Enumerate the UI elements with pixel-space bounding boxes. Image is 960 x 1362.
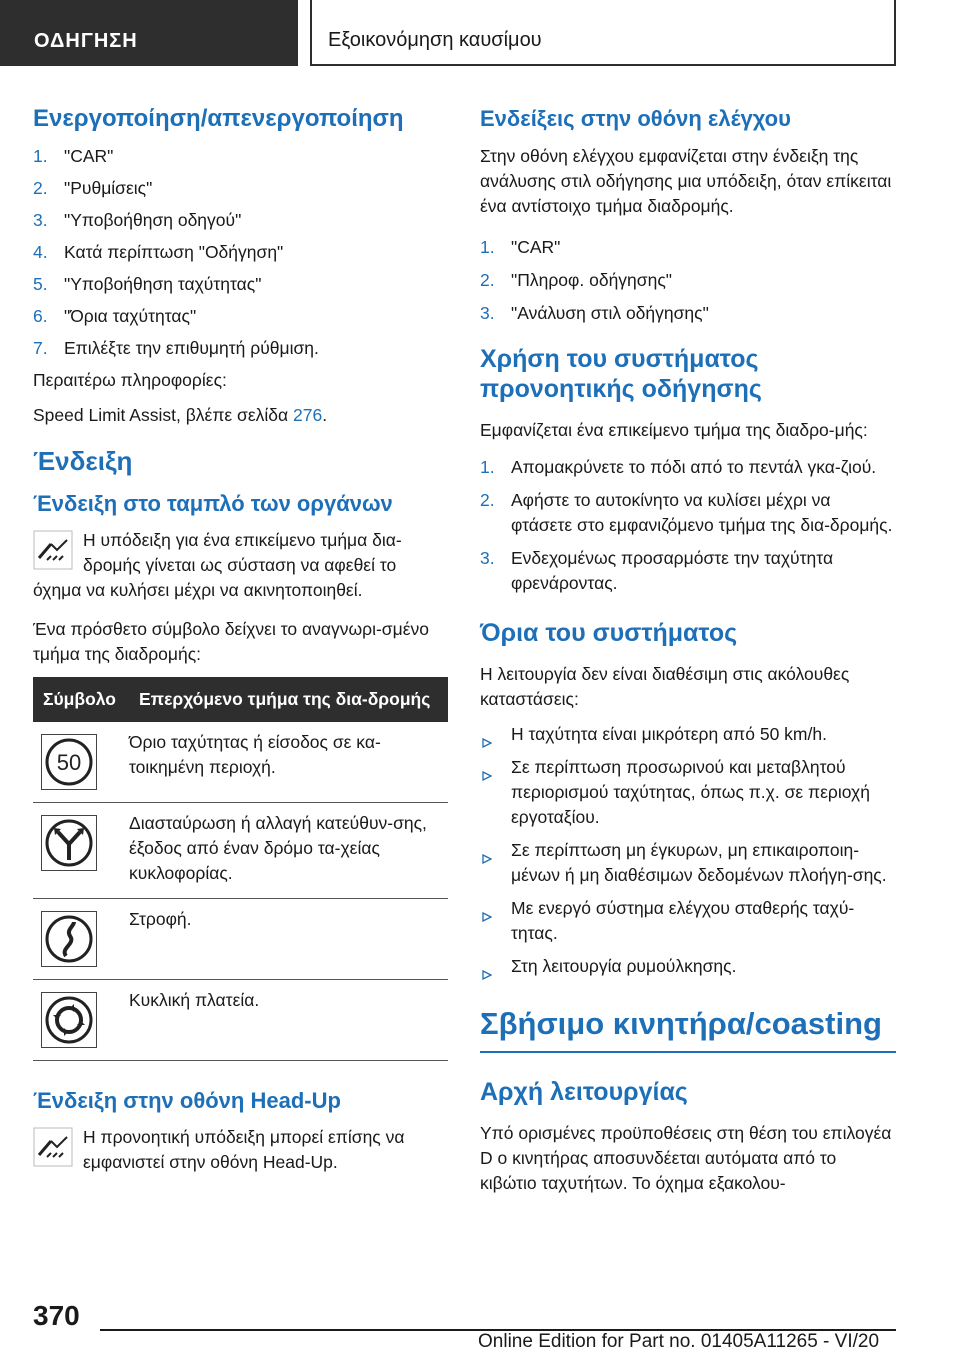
table-cell: Κυκλική πλατεία. <box>129 980 448 1061</box>
table-cell: Όριο ταχύτητας ή είσοδος σε κα-τοικημένη περιοχή. <box>129 722 448 803</box>
limits-text: Η λειτουργία δεν είναι διαθέσιμη στις ακόλουθες καταστάσεις: <box>480 664 850 709</box>
use-text: Εμφανίζεται ένα επικείμενο τμήμα της διαδρο-μής: <box>480 420 868 440</box>
table-cell: Διασταύρωση ή αλλαγή κατεύθυν-σης, έξοδος από έναν δρόμο τα-χείας κυκλοφορίας. <box>129 803 448 899</box>
list-item: 4. Κατά περίπτωση "Οδήγηση" <box>33 242 284 262</box>
left-column <box>33 98 448 1189</box>
cluster-note: Η υπόδειξη για ένα επικείμενο τμήμα δια-δρομής γίνεται ως σύσταση να αφεθεί το <box>33 528 448 578</box>
triangle-bullet-icon <box>482 962 492 987</box>
list-item: Η ταχύτητα είναι μικρότερη από 50 km/h. <box>480 722 896 747</box>
heading-cluster: Ένδειξη στο ταμπλό των οργάνων <box>33 491 393 516</box>
list-item: 1. "CAR" <box>480 237 561 257</box>
use-steps <box>480 455 896 596</box>
triangle-bullet-icon <box>482 730 492 755</box>
cluster-note-cont: όχημα να κυλήσει μέχρι να ακινητοποιηθεί. <box>33 580 363 600</box>
list-item: 1. "CAR" <box>33 146 114 166</box>
list-item: 1. Απομακρύνετε το πόδι από το πεντάλ γκα-ζιού. <box>480 457 877 477</box>
control-text: Στην οθόνη ελέγχου εμφανίζεται στην ένδειξη της ανάλυσης στιλ οδήγησης μια υπόδειξη, όταν επίκειται ένα αντίστοιχο τμήμα διαδρομής. <box>480 146 892 216</box>
limits-list <box>480 722 896 979</box>
heading-principle: Αρχή λειτουργίας <box>480 1078 688 1106</box>
list-item: 5. "Υποβοήθηση ταχύτητας" <box>33 274 262 294</box>
list-item: 2. "Ρυθμίσεις" <box>33 178 153 198</box>
speed-limit-ref: Speed Limit Assist, βλέπε σελίδα 276. <box>33 405 328 425</box>
more-info-label: Περαιτέρω πληροφορίες: <box>33 370 227 390</box>
heading-activation: Ενεργοποίηση/απενεργοποίηση <box>33 105 404 132</box>
principle-text: Υπό ορισμένες προϋποθέσεις στη θέση του επιλογέα D ο κινητήρας αποσυνδέεται αυτόματα από το κιβώτιο ταχυτήτων. Το όχημα εξακολου- <box>480 1123 892 1193</box>
list-item: 2. Αφήστε το αυτοκίνητο να κυλίσει μέχρι να φτάσετε στο εμφανιζόμενο τμήμα της δια-δρομής. <box>480 490 893 535</box>
list-item: Σε περίπτωση μη έγκυρων, μη επικαιροποιη-μένων ή μη διαθέσιμων δεδομένων πλοήγη-σης. <box>480 838 896 888</box>
list-item: 7. Επιλέξτε την επιθυμητή ρύθμιση. <box>33 338 319 358</box>
table-row <box>33 980 448 1061</box>
table-row <box>33 899 448 980</box>
table-row <box>33 803 448 899</box>
page-number: 370 <box>33 1300 80 1331</box>
page-header <box>0 0 960 66</box>
roundabout-icon <box>41 992 97 1048</box>
list-item: 3. "Υποβοήθηση οδηγού" <box>33 210 242 230</box>
list-item: Σε περίπτωση προσωρινού και μεταβλητού περιορισμού ταχύτητας, όπως π.χ. σε περιοχή εργοταξίου. <box>480 755 896 830</box>
driving-hint-icon <box>33 530 73 570</box>
heading-hud: Ένδειξη στην οθόνη Head-Up <box>33 1088 341 1113</box>
list-item: Με ενεργό σύστημα ελέγχου σταθερής ταχύ-τητας. <box>480 896 896 946</box>
heading-system-limits: Όρια του συστήματος <box>480 619 738 647</box>
list-item: 3. Ενδεχομένως προσαρμόστε την ταχύτητα φρενάροντας. <box>480 548 834 593</box>
triangle-bullet-icon <box>482 763 492 788</box>
list-item: 2. "Πληροφ. οδήγησης" <box>480 270 672 290</box>
driving-hint-icon <box>33 1127 73 1167</box>
table-row <box>33 722 448 803</box>
table-header-symbol: Σύμβολο <box>33 677 129 722</box>
heading-control-display: Ενδείξεις στην οθόνη ελέγχου <box>480 106 791 131</box>
junction-icon <box>41 815 97 871</box>
triangle-bullet-icon <box>482 904 492 929</box>
page-link[interactable]: 276 <box>293 405 323 425</box>
svg-text:50: 50 <box>56 750 82 775</box>
right-column <box>480 98 896 1206</box>
heading-display: Ένδειξη <box>33 446 133 476</box>
list-item: 6. "Όρια ταχύτητας" <box>33 306 197 326</box>
heading-coasting: Σβήσιμο κινητήρα/coasting <box>480 1005 896 1053</box>
control-steps <box>480 235 896 326</box>
edition-text: Online Edition for Part no. 01405A11265 - VI/20 <box>478 1331 880 1352</box>
heading-use-system: Χρήση του συστήματος προνοητικής οδήγησης <box>480 345 762 403</box>
table-header-segment: Επερχόμενο τμήμα της δια-δρομής <box>129 677 448 722</box>
section-tab: ΟΔΗΓΗΣΗ <box>0 0 298 66</box>
curve-icon <box>41 911 97 967</box>
chapter-tab: Εξοικονόμηση καυσίμου <box>310 0 896 66</box>
hud-note: Η προνοητική υπόδειξη μπορεί επίσης να εμφανιστεί στην οθόνη Head-Up. <box>33 1125 448 1175</box>
table-cell: Στροφή. <box>129 899 448 980</box>
extra-symbol-text: Ένα πρόσθετο σύμβολο δείχνει το αναγνωρι-σμένο τμήμα της διαδρομής: <box>33 619 429 664</box>
list-item: 3. "Ανάλυση στιλ οδήγησης" <box>480 303 709 323</box>
symbol-table <box>33 677 448 1061</box>
speed-limit-50-icon <box>41 734 97 790</box>
triangle-bullet-icon <box>482 846 492 871</box>
list-item: Στη λειτουργία ρυμούλκησης. <box>480 954 896 979</box>
activation-steps <box>33 144 448 361</box>
